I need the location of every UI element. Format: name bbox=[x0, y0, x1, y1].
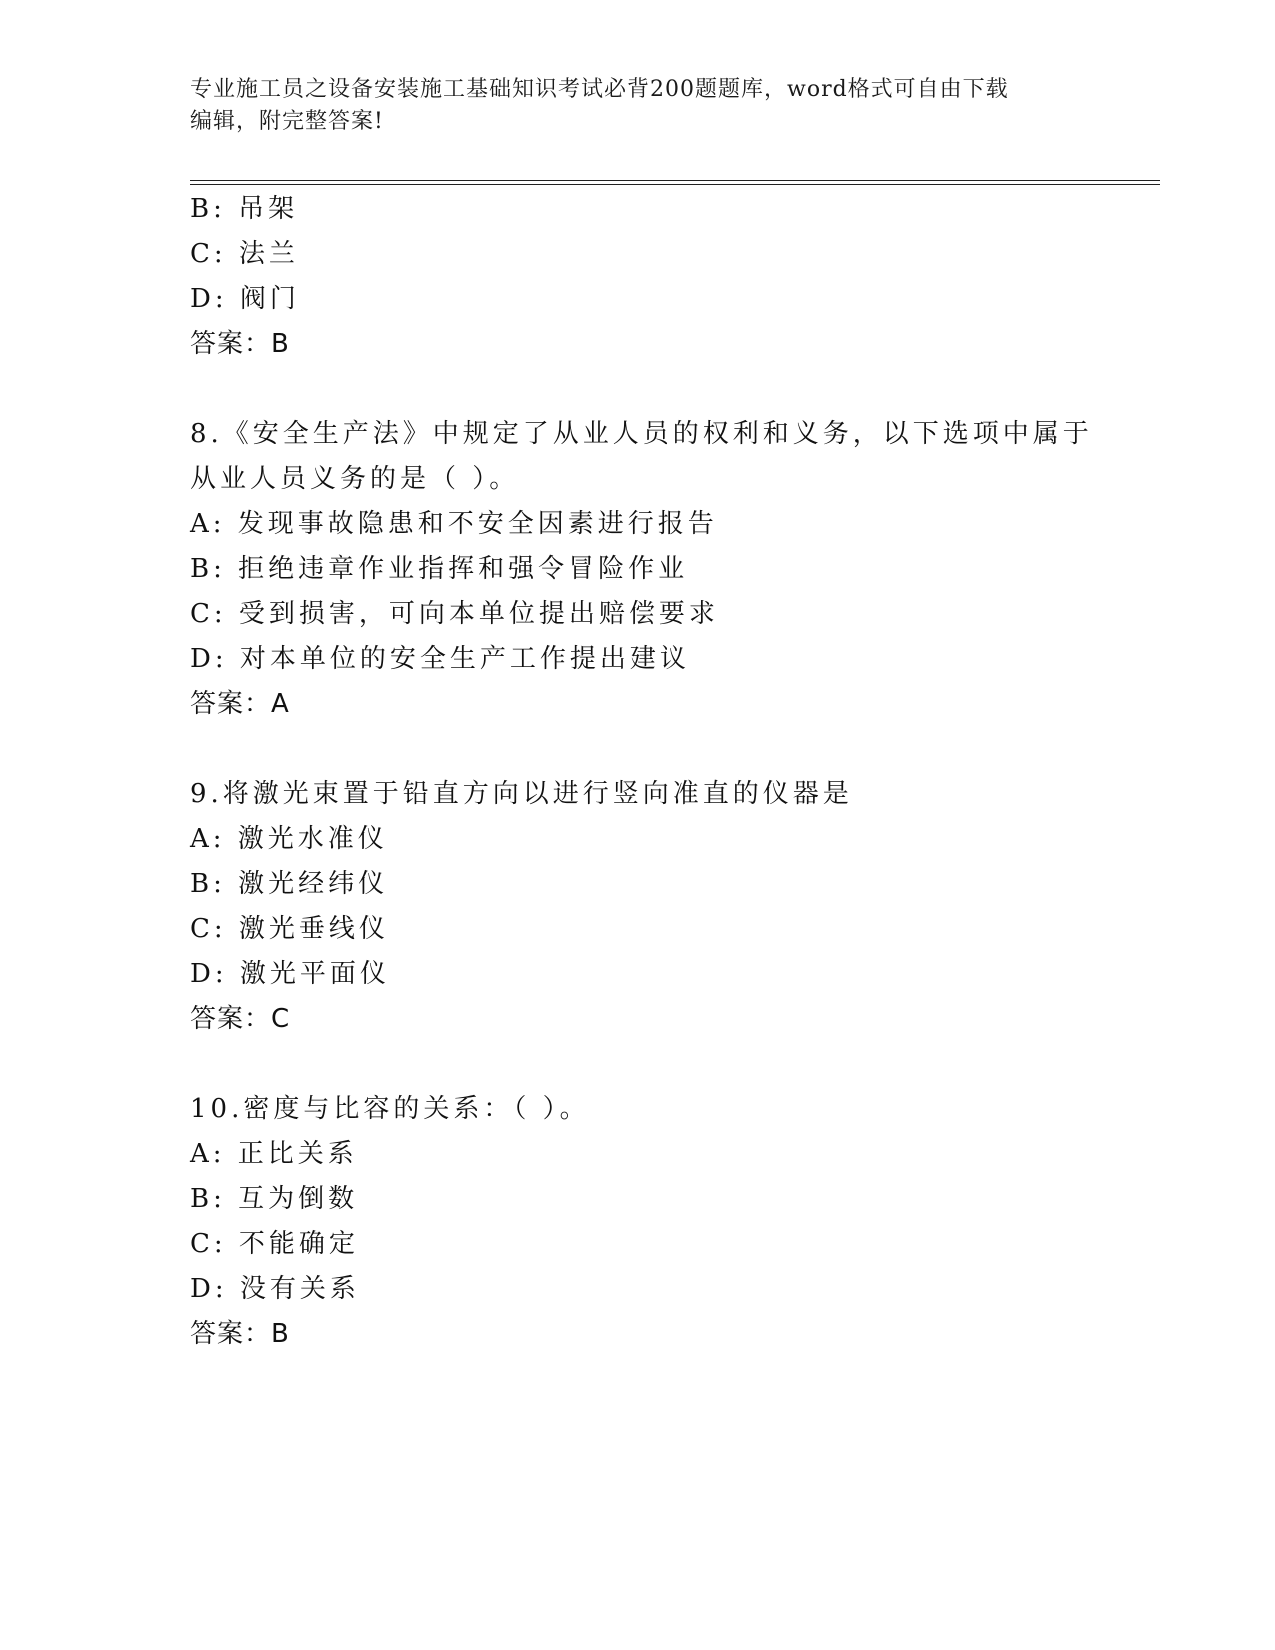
header-divider-top bbox=[190, 180, 1160, 181]
header-title-line-2: 编辑，附完整答案! bbox=[190, 109, 384, 134]
q9-option-b: B: 激光经纬仪 bbox=[190, 869, 389, 899]
q9-stem: 9.将激光束置于铅直方向以进行竖向准直的仪器是 bbox=[190, 779, 853, 809]
q10-option-c: C: 不能确定 bbox=[190, 1229, 359, 1259]
q7-option-d: D: 阀门 bbox=[190, 284, 300, 314]
document-header bbox=[190, 74, 1090, 138]
q8-stem-line-2: 从业人员义务的是（ ）。 bbox=[190, 464, 520, 494]
q8-option-a: A: 发现事故隐患和不安全因素进行报告 bbox=[190, 509, 718, 539]
q7-option-b: B: 吊架 bbox=[190, 194, 299, 224]
q9-answer: 答案：C bbox=[190, 1004, 291, 1034]
q10-answer: 答案：B bbox=[190, 1319, 290, 1349]
q8-option-d: D: 对本单位的安全生产工作提出建议 bbox=[190, 644, 690, 674]
q9-option-d: D: 激光平面仪 bbox=[190, 959, 390, 989]
header-title-line-1: 专业施工员之设备安装施工基础知识考试必背200题题库，word格式可自由下载 bbox=[190, 77, 1009, 102]
header-divider-bottom bbox=[190, 184, 1160, 185]
q10-option-d: D: 没有关系 bbox=[190, 1274, 360, 1304]
q9-option-a: A: 激光水准仪 bbox=[190, 824, 388, 854]
q7-option-c: C: 法兰 bbox=[190, 239, 299, 269]
q7-answer: 答案：B bbox=[190, 329, 290, 359]
q10-option-a: A: 正比关系 bbox=[190, 1139, 358, 1169]
q9-option-c: C: 激光垂线仪 bbox=[190, 914, 389, 944]
q8-stem-line-1: 8.《安全生产法》中规定了从业人员的权利和义务，以下选项中属于 bbox=[190, 419, 1093, 449]
q10-stem: 10.密度与比容的关系：（ ）。 bbox=[190, 1094, 590, 1124]
q8-option-c: C: 受到损害，可向本单位提出赔偿要求 bbox=[190, 599, 719, 629]
q8-option-b: B: 拒绝违章作业指挥和强令冒险作业 bbox=[190, 554, 689, 584]
q8-answer: 答案：A bbox=[190, 689, 290, 719]
q10-option-b: B: 互为倒数 bbox=[190, 1184, 359, 1214]
